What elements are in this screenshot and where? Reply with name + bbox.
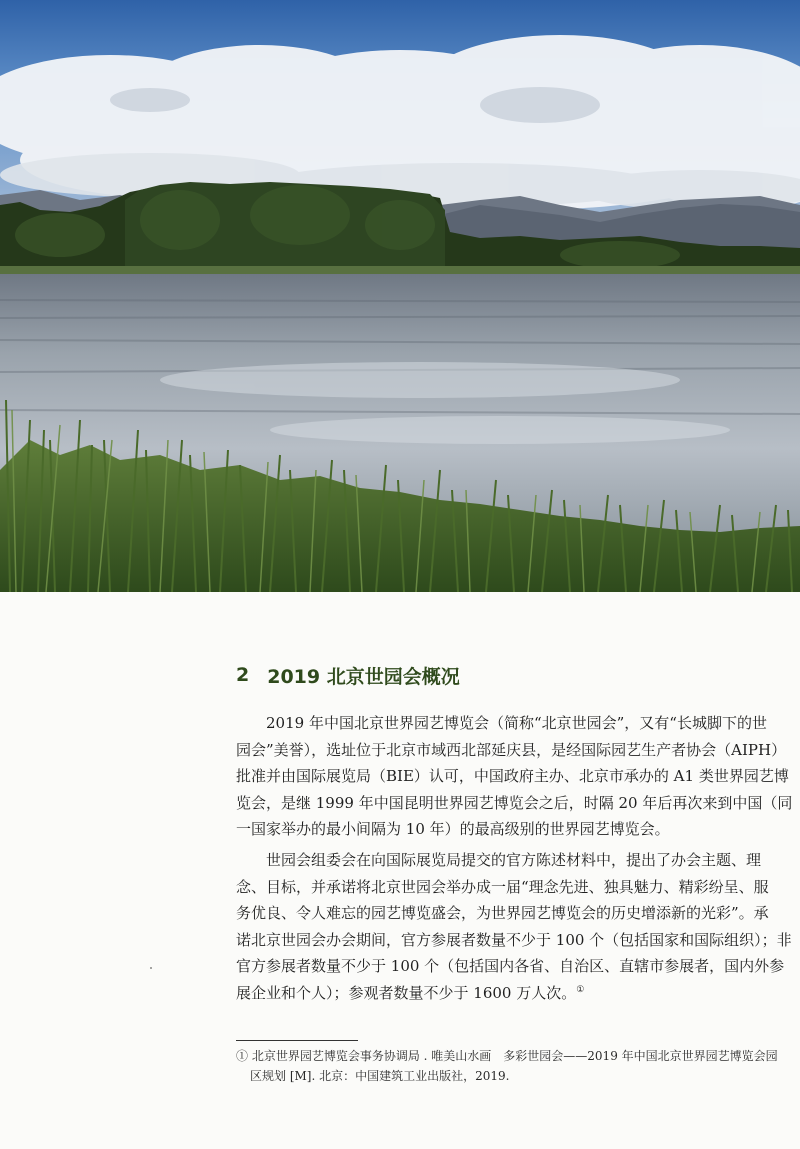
paragraph-1-line: 一国家举办的最小间隔为 10 年）的最高级别的世界园艺博览会。 [236, 820, 670, 839]
print-speck [150, 967, 152, 969]
paragraph-2-text: 展企业和个人）；参观者数量不少于 1600 万人次。 [236, 983, 577, 1002]
body-text [236, 710, 793, 1007]
footnote-line-1 [236, 1046, 796, 1066]
footnote-marker: ① [236, 1049, 249, 1063]
paragraph-2-line: 官方参展者数量不少于 100 个（包括国内各省、自治区、直辖市参展者，国内外参 [236, 957, 785, 976]
paragraph-1-line: 2019 年中国北京世界园艺博览会（简称“北京世园会”，又有“长城脚下的世 [266, 714, 767, 732]
footnote-text-1: 北京世界园艺博览会事务协调局 . 唯美山水画 多彩世园会——2019 年中国北京世界园艺博览会园 [251, 1049, 778, 1063]
paragraph-1-line: 园会”美誉），选址位于北京市域西北部延庆县，是经国际园艺生产者协会（AIPH） [236, 740, 787, 759]
section-title: 2019 北京世园会概况 [267, 665, 460, 688]
paragraph-1-line: 览会，是继 1999 年中国昆明世界园艺博览会之后，时隔 20 年后再次来到中国（同 [236, 793, 793, 812]
section-number: 2 [236, 664, 250, 686]
section-heading [236, 660, 460, 690]
footnote-line-2: 区规划 [M]. 北京：中国建筑工业出版社，2019. [250, 1069, 510, 1083]
footnote [236, 1046, 796, 1086]
footnote-divider [236, 1040, 358, 1041]
paragraph-2-line: 诺北京世园会办会期间，官方参展者数量不少于 100 个（包括国家和国际组织）；非 [236, 930, 792, 949]
paragraph-2-line: 务优良、令人难忘的园艺博览盛会，为世界园艺博览会的历史增添新的光彩”。承 [236, 904, 769, 923]
paragraph-2-line-last [236, 980, 782, 1007]
footnote-reference[interactable]: ① [576, 984, 585, 995]
paragraph-2-line: 念、目标，并承诺将北京世园会举办成一届“理念先进、独具魅力、精彩纷呈、服 [236, 877, 769, 896]
paragraph-2-line: 世园会组委会在向国际展览局提交的官方陈述材料中，提出了办会主题、理 [266, 850, 762, 869]
paragraph-1-line: 批准并由国际展览局（BIE）认可，中国政府主办、北京市承办的 A1 类世界园艺博 [236, 767, 789, 786]
